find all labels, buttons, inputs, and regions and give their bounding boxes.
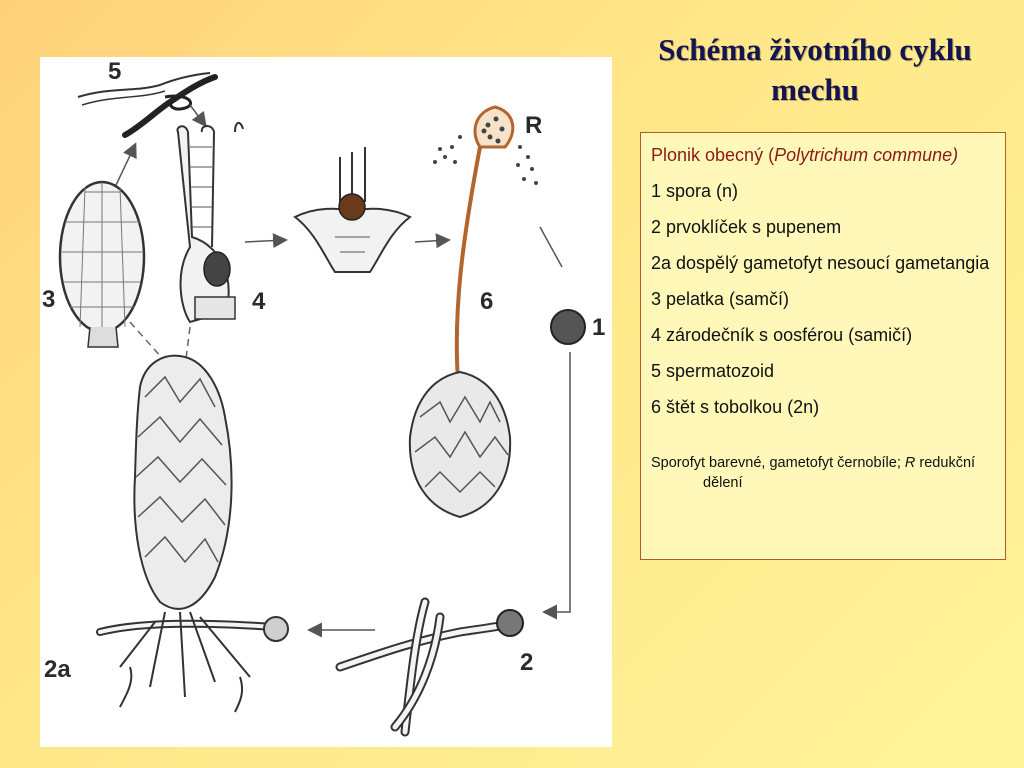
legend-heading-latin: Polytrichum commune) bbox=[774, 145, 959, 165]
gametophyte-drawing bbox=[100, 356, 288, 712]
slide-title-line1: Schéma životního cyklu bbox=[658, 32, 972, 67]
legend-box bbox=[640, 132, 1006, 560]
legend-footnote bbox=[651, 453, 995, 493]
diagram-svg bbox=[40, 57, 612, 747]
label-4: 4 bbox=[252, 288, 266, 315]
slide-title bbox=[615, 30, 1015, 110]
label-6: 6 bbox=[480, 288, 494, 315]
legend-item-sporophyte: 6 štět s tobolkou (2n) bbox=[651, 397, 820, 417]
archegonium-drawing bbox=[177, 123, 243, 322]
label-r: R bbox=[525, 112, 543, 139]
moss-life-cycle-diagram bbox=[40, 57, 612, 747]
label-2: 2 bbox=[520, 649, 534, 676]
legend-item-antheridium: 3 pelatka (samčí) bbox=[651, 289, 790, 309]
label-1: 1 bbox=[592, 314, 606, 341]
legend-item-spore: 1 spora (n) bbox=[651, 181, 739, 201]
antheridium-drawing bbox=[60, 182, 144, 347]
label-5: 5 bbox=[108, 58, 122, 85]
legend-item-spermatozoid: 5 spermatozoid bbox=[651, 361, 775, 381]
legend-footnote-tail: redukční dělení bbox=[703, 455, 976, 491]
legend-heading-prefix: Plonik obecný ( bbox=[651, 145, 775, 165]
legend-footnote-text: Sporofyt barevné, gametofyt černobíle; bbox=[651, 455, 905, 471]
protonema-drawing bbox=[340, 602, 523, 732]
spore-drawing bbox=[551, 310, 585, 344]
embryo-drawing bbox=[295, 147, 410, 272]
legend-item-archegonium: 4 zárodečník s oosférou (samičí) bbox=[651, 325, 913, 345]
slide-title-line2: mechu bbox=[771, 72, 859, 107]
legend-heading bbox=[651, 143, 995, 167]
legend-footnote-r: R bbox=[904, 455, 916, 471]
legend-item-protonema: 2 prvoklíček s pupenem bbox=[651, 217, 842, 237]
legend-item-gametophyte: 2a dospělý gametofyt nesoucí gametangia bbox=[651, 253, 990, 273]
label-3: 3 bbox=[42, 286, 56, 313]
label-2a: 2a bbox=[44, 656, 71, 683]
sporophyte-drawing bbox=[410, 107, 538, 517]
